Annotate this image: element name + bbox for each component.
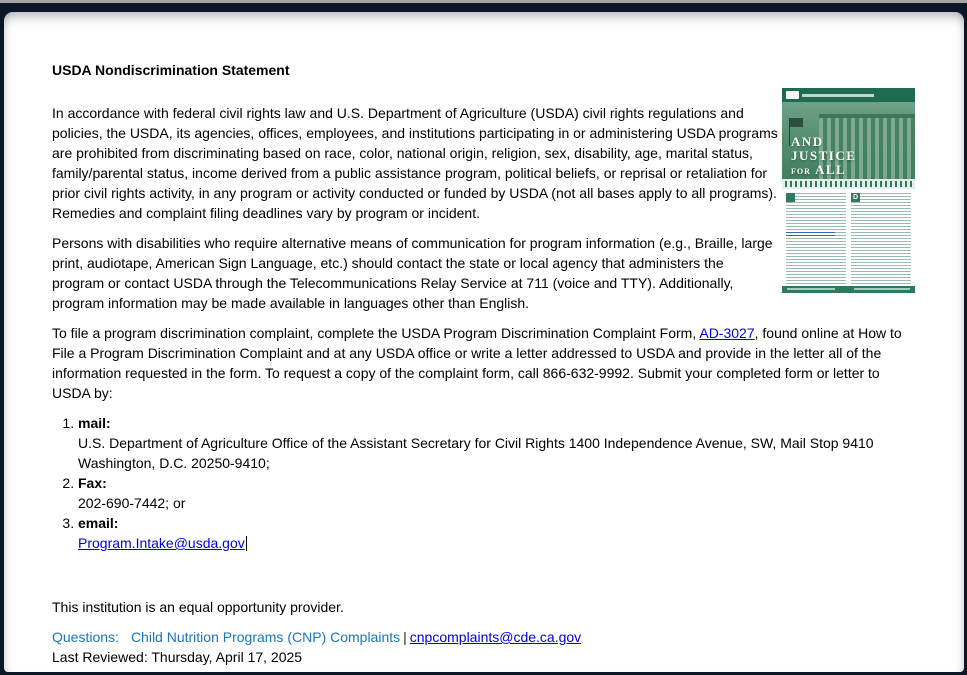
poster-title (791, 135, 856, 179)
poster-photo (782, 102, 915, 179)
ad-3027-link[interactable]: AD-3027 (699, 325, 755, 341)
questions-label: Questions: (52, 629, 119, 645)
poster-header-text (802, 94, 874, 97)
list-item-fax (78, 473, 920, 513)
us-flag-icon (790, 118, 803, 127)
poster-title-justice: JUSTICE (791, 148, 857, 163)
poster-footer-bar (782, 286, 915, 293)
fax-label: Fax: (78, 475, 107, 491)
complaint-text-after: , found online at How to File a Program Discrimination Complaint and at any USDA office or write a letter addressed to USDA and provide in the letter all of the information requested in the form. To request a copy of the complaint form, call 866-632-9992. Submit your completed form or letter to USDA by: (52, 325, 902, 401)
mail-address: U.S. Department of Agriculture Office of the Assistant Secretary for Civil Rights 1400 Independence Avenue, SW, Mail Stop 9410 Washington, D.C. 20250-9410; (78, 435, 874, 471)
poster-people-row (782, 179, 915, 189)
program-intake-email-link[interactable]: Program.Intake@usda.gov (78, 535, 245, 551)
content-panel (4, 12, 964, 672)
fax-number: 202-690-7442; or (78, 495, 186, 511)
poster-text-columns (782, 189, 915, 286)
list-item-email (78, 513, 920, 553)
poster-title-and: AND (791, 134, 824, 149)
list-item-mail (78, 413, 920, 473)
poster-column-right (851, 193, 911, 286)
text-caret (246, 536, 247, 551)
equal-opportunity-statement: This institution is an equal opportunity provider. (52, 599, 344, 615)
poster-header-bar (782, 88, 915, 102)
cnp-complaints-link[interactable]: Child Nutrition Programs (CNP) Complaints (130, 629, 401, 645)
pipe-separator: | (403, 629, 407, 645)
usda-logo-icon (786, 91, 799, 99)
mail-label: mail: (78, 415, 111, 431)
document-content (4, 12, 964, 672)
complaint-text-before: To file a program discrimination complaint, complete the USDA Program Discrimination Complaint Form, (52, 325, 700, 341)
poster-dropcap-right: D (852, 194, 859, 201)
paragraph-civil-rights: In accordance with federal civil rights law and U.S. Department of Agriculture (USDA) civil rights regulations and policies, the USDA, its agencies, offices, employees, and institutions participating in or administering USDA programs are prohibited from discriminating based on race, color, national origin, religion, sex, disability, age, marital status, family/parental status, income derived from a public assistance program, political beliefs, or reprisal or retaliation for prior civil rights activity, in any program or activity conducted or funded by USDA (not all bases apply to all programs). Remedies and complaint filing deadlines vary by program or incident. (52, 105, 778, 221)
last-reviewed: Last Reviewed: Thursday, April 17, 2025 (52, 649, 303, 665)
poster-column-left (786, 193, 846, 286)
cnp-complaints-email-link[interactable]: cnpcomplaints@cde.ca.gov (409, 629, 582, 645)
page-title: USDA Nondiscrimination Statement (52, 62, 290, 78)
poster-dropcap-left (786, 193, 795, 202)
submission-methods-list (52, 413, 920, 553)
paragraph-file-complaint (52, 323, 920, 403)
usda-justice-poster (782, 88, 915, 293)
email-label: email: (78, 515, 119, 531)
paragraph-disabilities: Persons with disabilities who require alternative means of communication for program information (e.g., Braille, large print, audiotape, American Sign Language, etc.) should contact the state or local agency that administers the program or contact USDA through the Telecommunications Relay Service at 711 (voice and TTY). Additionally, program information may be made available in languages other than English. (52, 235, 773, 311)
questions-line (52, 627, 920, 647)
poster-title-for-all: FOR ALL (791, 162, 847, 177)
window-top-strip (0, 0, 967, 3)
